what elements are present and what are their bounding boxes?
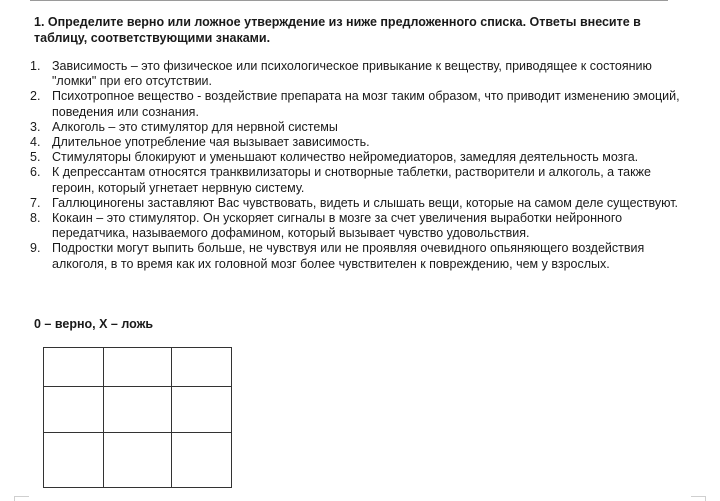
top-rule [30,0,668,1]
statement-item [30,211,695,241]
answer-cell[interactable] [172,348,232,387]
page-corner-mark [14,496,29,501]
statement-text: Психотропное вещество - воздействие препарата на мозг таким образом, что приводит изменению эмоций, поведения или сознания. [52,89,680,119]
statement-text: Алкоголь – это стимулятор для нервной системы [52,119,338,134]
statement-number: 1. [30,59,41,73]
answer-legend: 0 – верно, Х – ложь [34,317,154,331]
answer-row [44,348,232,387]
answer-cell[interactable] [44,348,104,387]
statement-item [30,165,695,195]
statement-item [30,135,695,150]
answer-cell[interactable] [44,387,104,433]
statement-text: Кокаин – это стимулятор. Он ускоряет сигналы в мозге за счет увеличения выработки нейронного передатчика, называемого дофамином, который вызывает чувство удовольствия. [52,211,623,241]
answer-cell[interactable] [104,433,172,488]
statement-text: Зависимость – это физическое или психологическое привыкание к веществу, приводящее к состоянию "ломки" при его отсутствии. [52,59,652,89]
statement-number: 5. [30,150,41,165]
statement-item [30,196,695,211]
statement-text: Подростки могут выпить больше, не чувствуя или не проявляя очевидного опьяняющего воздействия алкоголя, в то время как их головной мозг более чувствителен к повреждению, чем у взрослых. [52,241,645,271]
answer-cell[interactable] [172,433,232,488]
statement-item [30,150,695,165]
page-corner-mark [691,496,706,501]
statement-number: 3. [30,119,41,134]
statement-list [30,59,695,272]
statement-text: К депрессантам относятся транквилизаторы и снотворные таблетки, растворители и алкоголь, а также героин, который угнетает нервную систему. [52,165,651,195]
statement-number: 8. [30,211,41,226]
statement-text: Стимуляторы блокируют и уменьшают количество нейромедиаторов, замедляя деятельность мозга. [52,150,639,165]
statement-item [30,120,695,135]
statement-item [30,241,695,271]
statement-number: 2. [30,89,41,104]
answer-cell[interactable] [104,387,172,433]
task-title: 1. Определите верно или ложное утверждение из ниже предложенного списка. Ответы внесите в таблицу, соответствующими знаками. [34,15,641,45]
statement-item [30,89,695,119]
statement-item [30,59,695,89]
answer-cell[interactable] [172,387,232,433]
answer-row [44,433,232,488]
statement-number: 4. [30,135,41,150]
statement-number: 6. [30,165,41,180]
statement-number: 9. [30,241,41,256]
answer-table [43,347,232,488]
answer-cell[interactable] [104,348,172,387]
statement-text: Галлюциногены заставляют Вас чувствовать, видеть и слышать вещи, которые на самом деле существуют. [52,195,679,210]
statement-number: 7. [30,195,41,210]
answer-row [44,387,232,433]
answer-cell[interactable] [44,433,104,488]
statement-text: Длительное употребление чая вызывает зависимость. [52,135,370,150]
